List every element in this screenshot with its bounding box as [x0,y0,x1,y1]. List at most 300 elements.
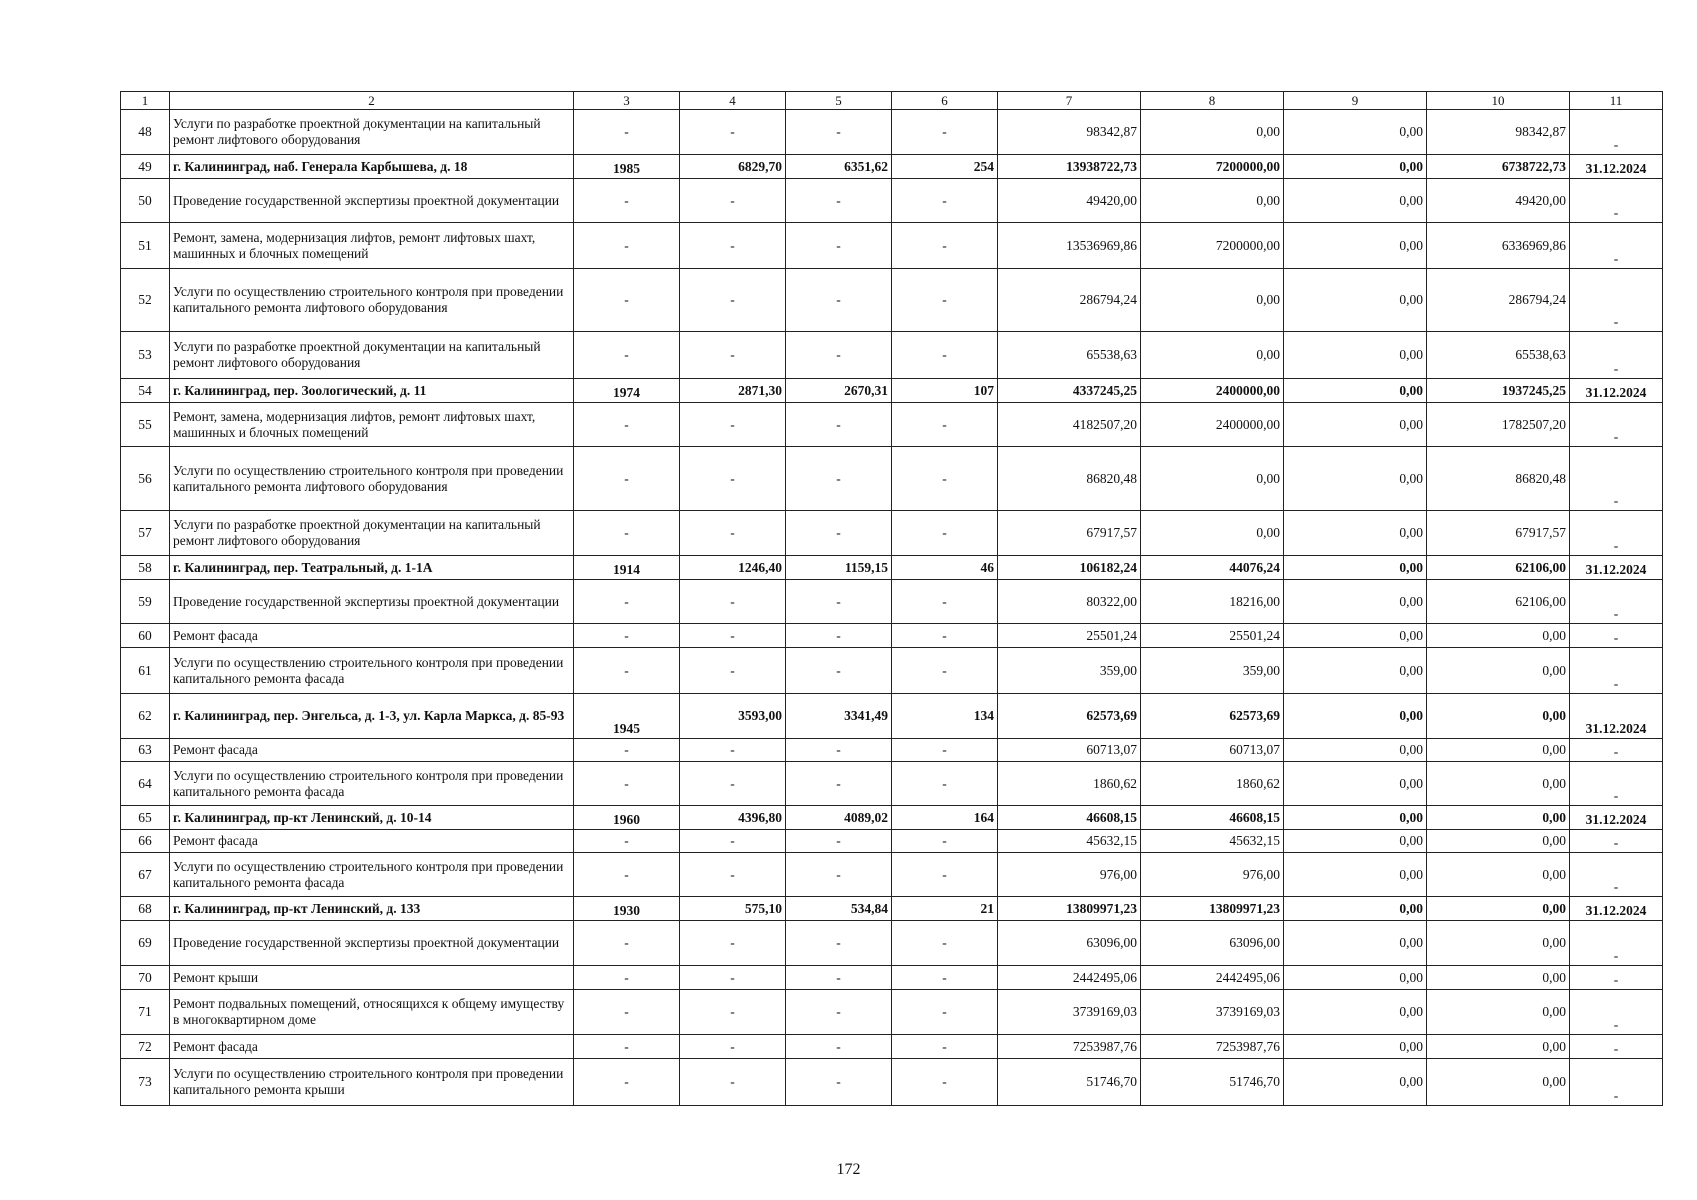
cost-col-8: 976,00 [1141,853,1284,897]
living-area: - [786,739,892,762]
living-area: - [786,223,892,269]
completion-date: - [1570,403,1663,447]
row-number: 55 [121,403,170,447]
residents-count: 254 [892,155,998,179]
work-row [121,511,1663,556]
cost-col-8: 45632,15 [1141,830,1284,853]
cost-col-8: 7253987,76 [1141,1035,1284,1059]
column-number-row [121,92,1663,110]
year-built: - [574,511,680,556]
living-area: - [786,403,892,447]
residents-count: 21 [892,897,998,921]
address-row [121,897,1663,921]
row-number: 52 [121,269,170,332]
completion-date: - [1570,853,1663,897]
work-row [121,447,1663,511]
completion-date: - [1570,580,1663,624]
year-built: 1914 [574,556,680,580]
row-number: 51 [121,223,170,269]
table-body [121,92,1663,1106]
completion-date: - [1570,921,1663,966]
total-cost: 13938722,73 [998,155,1141,179]
cost-col-9: 0,00 [1284,403,1427,447]
cost-col-8: 51746,70 [1141,1059,1284,1106]
cost-col-9: 0,00 [1284,1059,1427,1106]
living-area: 3341,49 [786,694,892,739]
total-area: - [680,990,786,1035]
cost-col-8: 0,00 [1141,269,1284,332]
completion-date: - [1570,332,1663,379]
residents-count: - [892,648,998,694]
total-cost: 65538,63 [998,332,1141,379]
total-cost: 286794,24 [998,269,1141,332]
completion-date: - [1570,269,1663,332]
work-description: г. Калининград, пр-кт Ленинский, д. 133 [170,897,574,921]
cost-col-9: 0,00 [1284,1035,1427,1059]
year-built: 1960 [574,806,680,830]
year-built: - [574,1035,680,1059]
year-built: 1945 [574,694,680,739]
total-cost: 106182,24 [998,556,1141,580]
year-built: - [574,966,680,990]
year-built: 1930 [574,897,680,921]
row-number: 49 [121,155,170,179]
row-number: 53 [121,332,170,379]
total-area: - [680,269,786,332]
cost-col-8: 2400000,00 [1141,379,1284,403]
cost-col-10: 1782507,20 [1427,403,1570,447]
residents-count: - [892,110,998,155]
total-area: - [680,853,786,897]
residents-count: - [892,990,998,1035]
total-cost: 45632,15 [998,830,1141,853]
work-description: г. Калининград, пер. Зоологический, д. 11 [170,379,574,403]
residents-count: - [892,830,998,853]
address-row [121,556,1663,580]
column-number: 3 [574,92,680,110]
cost-col-10: 286794,24 [1427,269,1570,332]
address-row [121,155,1663,179]
total-cost: 80322,00 [998,580,1141,624]
cost-col-8: 0,00 [1141,110,1284,155]
year-built: - [574,921,680,966]
cost-col-9: 0,00 [1284,223,1427,269]
cost-col-10: 0,00 [1427,1059,1570,1106]
total-area: - [680,762,786,806]
address-row [121,694,1663,739]
residents-count: - [892,624,998,648]
total-cost: 3739169,03 [998,990,1141,1035]
year-built: - [574,830,680,853]
cost-col-9: 0,00 [1284,694,1427,739]
work-row [121,853,1663,897]
row-number: 73 [121,1059,170,1106]
cost-col-9: 0,00 [1284,648,1427,694]
work-row [121,403,1663,447]
living-area: - [786,269,892,332]
year-built: - [574,447,680,511]
completion-date: - [1570,223,1663,269]
cost-col-10: 0,00 [1427,648,1570,694]
total-area: - [680,332,786,379]
work-description: г. Калининград, пер. Театральный, д. 1-1А [170,556,574,580]
cost-col-9: 0,00 [1284,624,1427,648]
total-area: - [680,223,786,269]
completion-date: - [1570,830,1663,853]
work-description: Услуги по осуществлению строительного контроля при проведении капитального ремонта фасада [170,648,574,694]
cost-col-9: 0,00 [1284,379,1427,403]
work-description: Проведение государственной экспертизы проектной документации [170,580,574,624]
cost-col-10: 1937245,25 [1427,379,1570,403]
column-number: 1 [121,92,170,110]
residents-count: 164 [892,806,998,830]
total-area: - [680,580,786,624]
row-number: 60 [121,624,170,648]
year-built: - [574,110,680,155]
column-number: 11 [1570,92,1663,110]
living-area: - [786,990,892,1035]
completion-date: - [1570,1059,1663,1106]
total-cost: 976,00 [998,853,1141,897]
row-number: 66 [121,830,170,853]
total-area: - [680,1035,786,1059]
work-description: Ремонт крыши [170,966,574,990]
total-cost: 359,00 [998,648,1141,694]
budget-table [120,91,1663,1106]
year-built: - [574,269,680,332]
total-cost: 7253987,76 [998,1035,1141,1059]
cost-col-8: 25501,24 [1141,624,1284,648]
year-built: - [574,739,680,762]
total-cost: 13536969,86 [998,223,1141,269]
cost-col-9: 0,00 [1284,897,1427,921]
work-row [121,921,1663,966]
cost-col-8: 60713,07 [1141,739,1284,762]
cost-col-10: 67917,57 [1427,511,1570,556]
work-description: Проведение государственной экспертизы проектной документации [170,921,574,966]
residents-count: - [892,739,998,762]
residents-count: - [892,762,998,806]
work-row [121,762,1663,806]
cost-col-8: 0,00 [1141,179,1284,223]
work-description: Ремонт фасада [170,1035,574,1059]
cost-col-9: 0,00 [1284,806,1427,830]
row-number: 57 [121,511,170,556]
total-cost: 67917,57 [998,511,1141,556]
living-area: 6351,62 [786,155,892,179]
cost-col-8: 2400000,00 [1141,403,1284,447]
total-area: - [680,403,786,447]
total-area: - [680,624,786,648]
work-row [121,269,1663,332]
work-row [121,580,1663,624]
column-number: 8 [1141,92,1284,110]
work-row [121,179,1663,223]
work-description: Услуги по разработке проектной документации на капитальный ремонт лифтового оборудования [170,511,574,556]
work-description: Услуги по осуществлению строительного контроля при проведении капитального ремонта лифтового оборудования [170,447,574,511]
cost-col-8: 0,00 [1141,447,1284,511]
total-cost: 25501,24 [998,624,1141,648]
residents-count: - [892,403,998,447]
cost-col-10: 0,00 [1427,806,1570,830]
column-number: 6 [892,92,998,110]
cost-col-9: 0,00 [1284,921,1427,966]
cost-col-8: 44076,24 [1141,556,1284,580]
work-description: Ремонт, замена, модернизация лифтов, ремонт лифтовых шахт, машинных и блочных помещений [170,403,574,447]
year-built: - [574,762,680,806]
cost-col-8: 13809971,23 [1141,897,1284,921]
cost-col-10: 0,00 [1427,1035,1570,1059]
living-area: - [786,179,892,223]
row-number: 65 [121,806,170,830]
cost-col-8: 0,00 [1141,511,1284,556]
living-area: - [786,110,892,155]
completion-date: 31.12.2024 [1570,694,1663,739]
year-built: - [574,853,680,897]
cost-col-8: 1860,62 [1141,762,1284,806]
work-row [121,966,1663,990]
living-area: - [786,624,892,648]
work-description: Услуги по осуществлению строительного контроля при проведении капитального ремонта фасада [170,853,574,897]
work-description: Ремонт, замена, модернизация лифтов, ремонт лифтовых шахт, машинных и блочных помещений [170,223,574,269]
year-built: 1985 [574,155,680,179]
year-built: - [574,223,680,269]
column-number: 5 [786,92,892,110]
row-number: 71 [121,990,170,1035]
total-area: - [680,830,786,853]
completion-date: 31.12.2024 [1570,897,1663,921]
cost-col-9: 0,00 [1284,511,1427,556]
cost-col-10: 0,00 [1427,739,1570,762]
total-cost: 4337245,25 [998,379,1141,403]
column-number: 2 [170,92,574,110]
total-cost: 1860,62 [998,762,1141,806]
total-cost: 86820,48 [998,447,1141,511]
year-built: - [574,580,680,624]
cost-col-9: 0,00 [1284,762,1427,806]
cost-col-8: 46608,15 [1141,806,1284,830]
residents-count: - [892,921,998,966]
total-area: - [680,511,786,556]
living-area: - [786,648,892,694]
cost-col-9: 0,00 [1284,447,1427,511]
work-row [121,739,1663,762]
completion-date: - [1570,624,1663,648]
row-number: 67 [121,853,170,897]
total-area: - [680,447,786,511]
total-area: - [680,648,786,694]
total-area: 2871,30 [680,379,786,403]
row-number: 68 [121,897,170,921]
cost-col-10: 6336969,86 [1427,223,1570,269]
living-area: - [786,580,892,624]
completion-date: - [1570,447,1663,511]
column-number: 7 [998,92,1141,110]
completion-date: 31.12.2024 [1570,155,1663,179]
total-area: - [680,179,786,223]
cost-col-10: 0,00 [1427,921,1570,966]
cost-col-10: 6738722,73 [1427,155,1570,179]
living-area: - [786,966,892,990]
total-area: - [680,110,786,155]
living-area: - [786,921,892,966]
total-cost: 51746,70 [998,1059,1141,1106]
work-row [121,223,1663,269]
work-row [121,990,1663,1035]
residents-count: - [892,1035,998,1059]
living-area: 534,84 [786,897,892,921]
cost-col-10: 0,00 [1427,990,1570,1035]
total-cost: 49420,00 [998,179,1141,223]
row-number: 61 [121,648,170,694]
completion-date: - [1570,110,1663,155]
completion-date: - [1570,179,1663,223]
living-area: 1159,15 [786,556,892,580]
work-description: Ремонт фасада [170,624,574,648]
total-area: - [680,966,786,990]
year-built: - [574,648,680,694]
cost-col-10: 0,00 [1427,624,1570,648]
living-area: - [786,447,892,511]
work-description: г. Калининград, наб. Генерала Карбышева, д. 18 [170,155,574,179]
work-description: г. Калининград, пер. Энгельса, д. 1-3, ул. Карла Маркса, д. 85-93 [170,694,574,739]
year-built: - [574,1059,680,1106]
cost-col-10: 49420,00 [1427,179,1570,223]
completion-date: 31.12.2024 [1570,379,1663,403]
cost-col-10: 0,00 [1427,853,1570,897]
cost-col-10: 0,00 [1427,897,1570,921]
cost-col-10: 86820,48 [1427,447,1570,511]
work-description: Услуги по разработке проектной документации на капитальный ремонт лифтового оборудования [170,110,574,155]
completion-date: - [1570,762,1663,806]
living-area: - [786,1059,892,1106]
work-description: Проведение государственной экспертизы проектной документации [170,179,574,223]
row-number: 63 [121,739,170,762]
row-number: 50 [121,179,170,223]
total-area: 4396,80 [680,806,786,830]
work-row [121,648,1663,694]
total-cost: 60713,07 [998,739,1141,762]
living-area: 2670,31 [786,379,892,403]
total-area: 3593,00 [680,694,786,739]
total-cost: 2442495,06 [998,966,1141,990]
cost-col-9: 0,00 [1284,269,1427,332]
completion-date: - [1570,1035,1663,1059]
cost-col-9: 0,00 [1284,830,1427,853]
row-number: 48 [121,110,170,155]
year-built: - [574,179,680,223]
row-number: 59 [121,580,170,624]
residents-count: 134 [892,694,998,739]
work-description: Ремонт подвальных помещений, относящихся к общему имуществу в многоквартирном доме [170,990,574,1035]
column-number: 10 [1427,92,1570,110]
living-area: - [786,1035,892,1059]
total-area: 6829,70 [680,155,786,179]
cost-col-10: 65538,63 [1427,332,1570,379]
year-built: - [574,990,680,1035]
living-area: - [786,830,892,853]
cost-col-10: 62106,00 [1427,556,1570,580]
row-number: 54 [121,379,170,403]
row-number: 64 [121,762,170,806]
year-built: 1974 [574,379,680,403]
cost-col-10: 98342,87 [1427,110,1570,155]
total-area: - [680,921,786,966]
cost-col-9: 0,00 [1284,110,1427,155]
row-number: 58 [121,556,170,580]
residents-count: - [892,179,998,223]
residents-count: - [892,511,998,556]
cost-col-9: 0,00 [1284,155,1427,179]
year-built: - [574,624,680,648]
completion-date: 31.12.2024 [1570,556,1663,580]
cost-col-8: 62573,69 [1141,694,1284,739]
cost-col-8: 7200000,00 [1141,155,1284,179]
year-built: - [574,403,680,447]
cost-col-8: 359,00 [1141,648,1284,694]
total-cost: 63096,00 [998,921,1141,966]
cost-col-9: 0,00 [1284,966,1427,990]
cost-col-8: 0,00 [1141,332,1284,379]
residents-count: - [892,447,998,511]
year-built: - [574,332,680,379]
cost-col-9: 0,00 [1284,739,1427,762]
completion-date: 31.12.2024 [1570,806,1663,830]
total-cost: 4182507,20 [998,403,1141,447]
residents-count: - [892,223,998,269]
residents-count: - [892,332,998,379]
work-row [121,332,1663,379]
work-row [121,624,1663,648]
living-area: - [786,762,892,806]
residents-count: 46 [892,556,998,580]
work-description: Услуги по осуществлению строительного контроля при проведении капитального ремонта фасада [170,762,574,806]
row-number: 72 [121,1035,170,1059]
column-number: 4 [680,92,786,110]
work-row [121,830,1663,853]
cost-col-10: 0,00 [1427,830,1570,853]
residents-count: - [892,853,998,897]
cost-col-8: 3739169,03 [1141,990,1284,1035]
cost-col-8: 63096,00 [1141,921,1284,966]
row-number: 69 [121,921,170,966]
work-row [121,1035,1663,1059]
residents-count: - [892,580,998,624]
work-description: Услуги по разработке проектной документации на капитальный ремонт лифтового оборудования [170,332,574,379]
total-area: - [680,739,786,762]
completion-date: - [1570,966,1663,990]
work-description: Услуги по осуществлению строительного контроля при проведении капитального ремонта крыши [170,1059,574,1106]
residents-count: - [892,1059,998,1106]
total-area: 1246,40 [680,556,786,580]
work-description: Услуги по осуществлению строительного контроля при проведении капитального ремонта лифтового оборудования [170,269,574,332]
total-area: 575,10 [680,897,786,921]
cost-col-9: 0,00 [1284,853,1427,897]
cost-col-10: 0,00 [1427,694,1570,739]
total-cost: 13809971,23 [998,897,1141,921]
work-description: Ремонт фасада [170,739,574,762]
address-row [121,379,1663,403]
work-row [121,1059,1663,1106]
row-number: 56 [121,447,170,511]
work-description: г. Калининград, пр-кт Ленинский, д. 10-14 [170,806,574,830]
total-area: - [680,1059,786,1106]
cost-col-10: 62106,00 [1427,580,1570,624]
living-area: - [786,332,892,379]
cost-col-10: 0,00 [1427,966,1570,990]
column-number: 9 [1284,92,1427,110]
total-cost: 46608,15 [998,806,1141,830]
